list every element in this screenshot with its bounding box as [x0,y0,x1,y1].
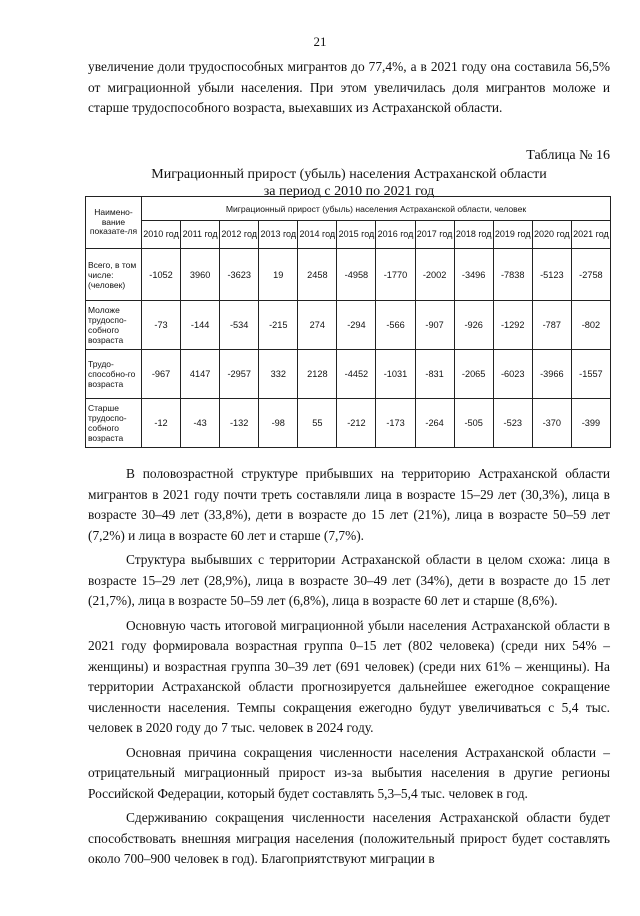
year-header: 2014 год [298,221,337,249]
table-cell: 274 [298,301,337,350]
year-header: 2013 год [259,221,298,249]
row-label: Трудо-способно-го возраста [86,350,142,399]
table-cell: -144 [181,301,220,350]
year-header: 2020 год [532,221,571,249]
table-cell: -505 [454,399,493,448]
table-cell: 4147 [181,350,220,399]
table-cell: -4452 [337,350,376,399]
table-body [86,249,611,448]
table-cell: -12 [142,399,181,448]
table-cell: -294 [337,301,376,350]
year-header: 2016 год [376,221,415,249]
table-cell: -215 [259,301,298,350]
table-cell: -4958 [337,249,376,301]
year-header: 2021 год [571,221,610,249]
table-cell: -831 [415,350,454,399]
page-number: 21 [313,34,327,49]
table-cell: -399 [571,399,610,448]
table-cell: -1770 [376,249,415,301]
table-title-line1: Миграционный прирост (убыль) населения Астраханской области [151,167,547,182]
paragraph: Основная причина сокращения численности населения Астраханской области – отрицательный миграционный прирост из-за выбытия населения в другие регионы Российской Федерации, который будет составлять 5,3–5,4 тыс. человек в год. [88,744,610,801]
paragraph: Сдерживанию сокращения численности населения Астраханской области будет способствовать внешняя миграция населения (положительный прирост будет составлять около 700–900 человек в год). Благоприятствуют миграции в [88,810,610,866]
table-cell: -907 [415,301,454,350]
table-cell: 55 [298,399,337,448]
table-cell: -1557 [571,350,610,399]
intro-text [88,57,610,119]
table-cell: 3960 [181,249,220,301]
table-cell: -173 [376,399,415,448]
table-cell: -2758 [571,249,610,301]
table-cell: 19 [259,249,298,301]
table-cell: -132 [220,399,259,448]
table-cell: -98 [259,399,298,448]
table-cell: -3966 [532,350,571,399]
row-label: Моложе трудоспо-собного возраста [86,301,142,350]
table-cell: 2458 [298,249,337,301]
table-cell: -967 [142,350,181,399]
table-cell: -926 [454,301,493,350]
table-cell: -5123 [532,249,571,301]
table-cell: -534 [220,301,259,350]
table-cell: -1052 [142,249,181,301]
table-cell: 2128 [298,350,337,399]
table-title [88,166,610,200]
table-cell: -523 [493,399,532,448]
indicator-header: Наимено-вание показате-ля [86,197,142,249]
year-header: 2011 год [181,221,220,249]
table-cell: -1031 [376,350,415,399]
table-cell: -1292 [493,301,532,350]
year-header: 2010 год [142,221,181,249]
table-cell: -370 [532,399,571,448]
table-cell: 332 [259,350,298,399]
table-cell: -566 [376,301,415,350]
table-row [86,301,611,350]
migration-table [85,196,611,448]
body-text [88,464,610,870]
table-title-line2: за период с 2010 по 2021 год [263,184,435,199]
table-cell: -73 [142,301,181,350]
table-cell: -7838 [493,249,532,301]
year-header: 2012 год [220,221,259,249]
row-label: Старше трудоспо-собного возраста [86,399,142,448]
paragraph: В половозрастной структуре прибывших на территорию Астраханской области мигрантов в 2021 году почти треть составляли лица в возрасте 15–29 лет (30,3%), лица в возрасте 30–49 лет (33,8%), дети в возрасте до 15 лет (21%), лица в возрасте 50–59 лет (7,2%) и лица в возрасте 60 лет и старше (7,7%). [88,466,610,543]
table-cell: -787 [532,301,571,350]
year-header: 2018 год [454,221,493,249]
year-header: 2019 год [493,221,532,249]
table-number: Таблица № 16 [526,148,610,163]
table-cell: -802 [571,301,610,350]
row-label: Всего, в том числе: (человек) [86,249,142,301]
year-header: 2015 год [337,221,376,249]
year-header-row [86,221,611,249]
table-cell: -2065 [454,350,493,399]
year-header: 2017 год [415,221,454,249]
table-cell: -212 [337,399,376,448]
table-cell: -2957 [220,350,259,399]
table-cell: -2002 [415,249,454,301]
paragraph: Основную часть итоговой миграционной убыли населения Астраханской области в 2021 году формировала возрастная группа 0–15 лет (802 человека) (среди них 54% – женщины) и возрастная группа 30–39 лет (691 человек) (среди них 61% – женщины). На территории Астраханской области прогнозируется дальнейшее ежегодное сокращение численности населения. Темпы сокращения ежегодно будут увеличиваться с 5,4 тыс. человек в 2020 году до 7 тыс. человек в 2024 году. [88,617,610,735]
intro-paragraph: увеличение доли трудоспособных мигрантов до 77,4%, а в 2021 году она составила 56,5% от миграционной убыли населения. При этом увеличилась доля мигрантов моложе и старше трудоспособного возраста, выехавших из Астраханской области. [88,59,610,115]
table-cell: -3623 [220,249,259,301]
table-row [86,249,611,301]
table-cell: -43 [181,399,220,448]
group-header: Миграционный прирост (убыль) населения Астраханской области, человек [142,197,611,221]
table-cell: -264 [415,399,454,448]
table-cell: -3496 [454,249,493,301]
table-row [86,350,611,399]
table-row [86,399,611,448]
table-cell: -6023 [493,350,532,399]
paragraph: Структура выбывших с территории Астраханской области в целом схожа: лица в возрасте 15–29 лет (28,9%), лица в возрасте 30–49 лет (34%), дети в возрасте до 15 лет (21,7%), лица в возрасте 50–59 лет (6,8%), лица в возрасте 60 лет и старше (8,6%). [88,552,610,608]
